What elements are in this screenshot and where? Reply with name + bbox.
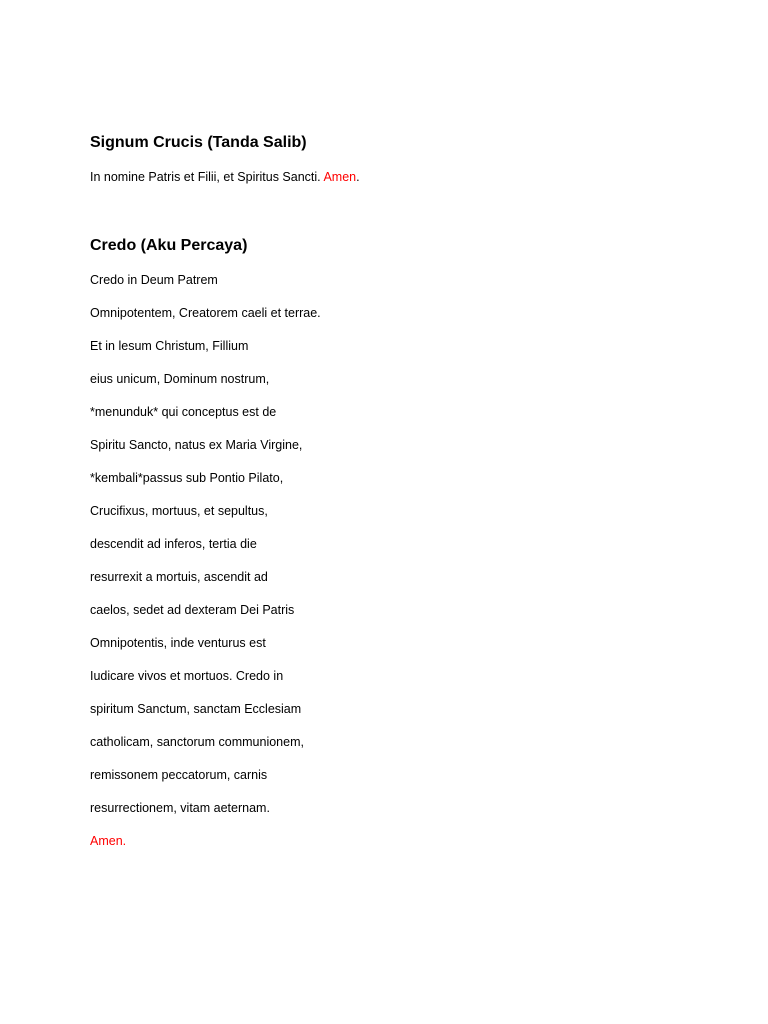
credo-line: eius unicum, Dominum nostrum, (90, 372, 270, 386)
credo-line: Iudicare vivos et mortuos. Credo in (90, 669, 284, 683)
credo-line: Et in lesum Christum, Fillium (90, 339, 249, 353)
heading-signum-crucis: Signum Crucis (Tanda Salib) (90, 134, 307, 151)
credo-line: descendit ad inferos, tertia die (90, 537, 257, 551)
signum-crucis-amen: Amen (323, 170, 357, 184)
credo-line: remissonem peccatorum, carnis (90, 768, 268, 782)
credo-line: Credo in Deum Patrem (90, 273, 218, 287)
heading-credo: Credo (Aku Percaya) (90, 237, 248, 254)
credo-text-block (90, 272, 321, 866)
credo-line: Omnipotentis, inde venturus est (90, 636, 266, 650)
credo-line: caelos, sedet ad dexteram Dei Patris (90, 603, 295, 617)
credo-line: spiritum Sanctum, sanctam Ecclesiam (90, 702, 302, 716)
credo-line: resurrectionem, vitam aeternam. (90, 801, 270, 815)
section-signum-crucis (90, 133, 360, 185)
signum-crucis-amen-suffix: . (356, 170, 360, 184)
section-credo (90, 236, 321, 866)
signum-crucis-text-line (90, 169, 360, 185)
credo-line: resurrexit a mortuis, ascendit ad (90, 570, 268, 584)
credo-line: Omnipotentem, Creatorem caeli et terrae. (90, 306, 321, 320)
signum-crucis-text: In nomine Patris et Filii, et Spiritus Sancti. (90, 170, 321, 184)
credo-line: *kembali*passus sub Pontio Pilato, (90, 471, 284, 485)
credo-line: Crucifixus, mortuus, et sepultus, (90, 504, 268, 518)
credo-line: *menunduk* qui conceptus est de (90, 405, 277, 419)
credo-line: Spiritu Sancto, natus ex Maria Virgine, (90, 438, 303, 452)
credo-line: catholicam, sanctorum communionem, (90, 735, 304, 749)
credo-amen: Amen. (90, 834, 127, 848)
